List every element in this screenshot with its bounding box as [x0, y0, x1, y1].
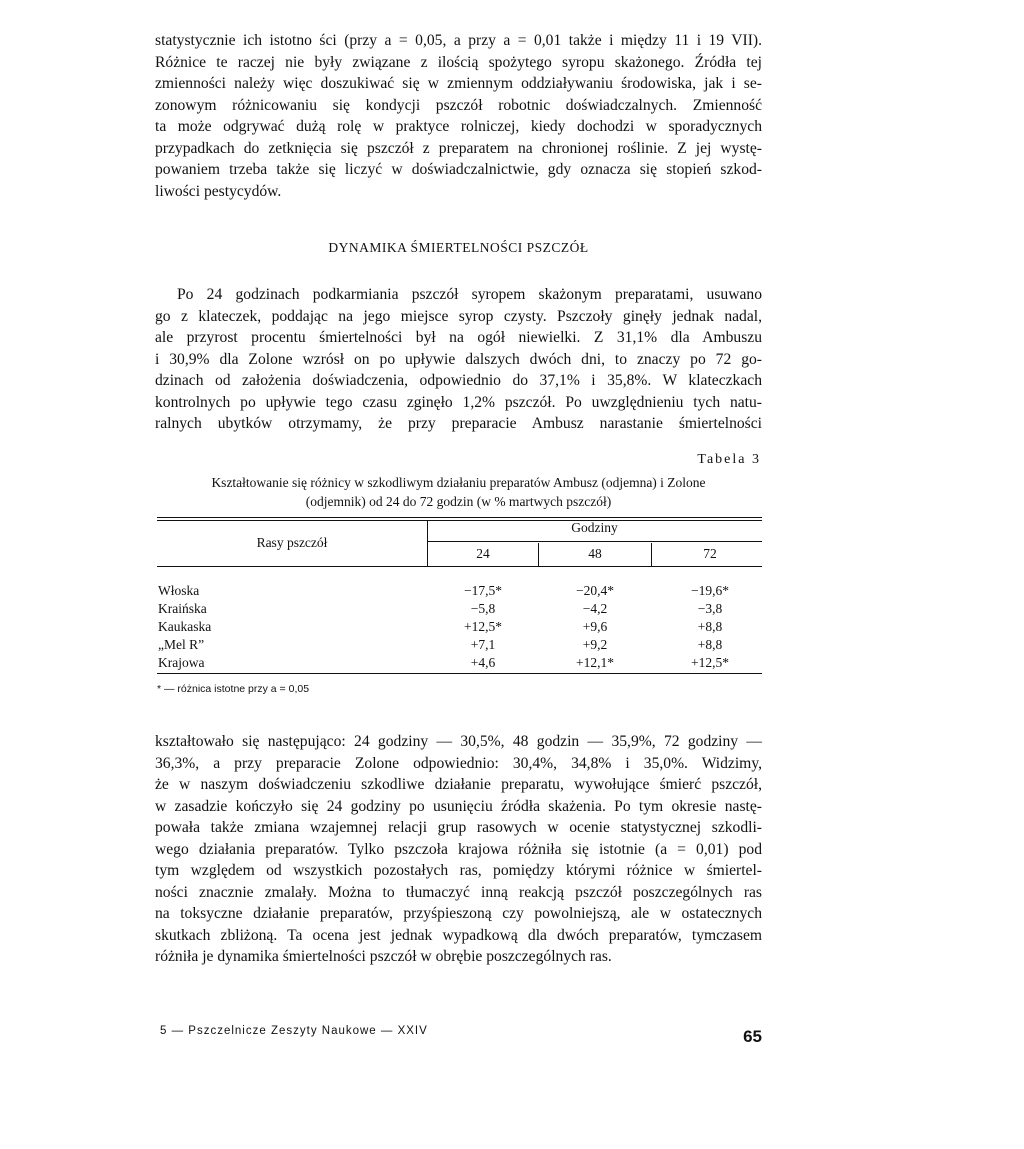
- text-line: liwości pestycydów.: [155, 182, 282, 200]
- table-cell: +7,1: [470, 637, 496, 652]
- table-cell: +12,5*: [691, 655, 729, 670]
- text-line: różniła je dynamika śmiertelności pszczół w obrębie poszczególnych ras.: [155, 948, 612, 965]
- text-line: dzinach od założenia doświadczenia, odpowiednio do 37,1% i 35,8%. W klateczkach: [155, 372, 762, 389]
- section-heading: DYNAMIKA ŚMIERTELNOŚCI PSZCZÓŁ: [328, 240, 589, 255]
- table-cell: −5,8: [470, 601, 496, 616]
- table-top-rule: [157, 517, 762, 518]
- text-line: w zasadzie kończyło się 24 godziny po usunięciu źródła skażenia. Po tym okresie nastę-: [155, 797, 762, 815]
- text-line: Różnice te raczej nie były związane z ilością spożytego syropu skażonego. Źródła tej: [155, 53, 762, 71]
- page-number: 65: [743, 1027, 762, 1046]
- table-cell: +4,6: [470, 655, 496, 670]
- text-line: ności znacznie zmalały. Można to tłumaczyć inną reakcją pszczół poszczególnych ras: [155, 883, 762, 901]
- table-cell: +8,8: [697, 619, 723, 634]
- table-cell: +9,2: [582, 637, 608, 652]
- table-cell: +12,5*: [464, 619, 502, 634]
- text-line: 36,3%, a przy preparacie Zolone odpowiednio: 30,4%, 34,8% i 35,0%. Widzimy,: [155, 754, 762, 772]
- text-line: powała także zmiana wzajemnej relacji grup rasowych w ocenie statystycznej szkodli-: [155, 819, 762, 836]
- text-line: ale przyrost procentu śmiertelności był na ogół niewielki. Z 31,1% dla Ambuszu: [155, 329, 762, 346]
- table-cell: −17,5*: [464, 583, 502, 598]
- row-label: Krajowa: [158, 655, 205, 670]
- text-line: zmienności należy więc doszukiwać się w zmiennym oddziaływaniu środowiska, jak i se-: [155, 75, 762, 92]
- table-col-header-24: 24: [476, 546, 490, 561]
- row-label: „Mel R”: [158, 637, 205, 652]
- paragraph-statistics: [155, 30, 762, 202]
- table-number: Tabela 3: [697, 452, 761, 467]
- table-header-breeds: Rasy pszczół: [256, 535, 328, 550]
- row-label: Kaukaska: [158, 619, 212, 634]
- row-label: Włoska: [158, 583, 200, 598]
- text-line: tym względem od wszystkich pozostałych ras, pomiędzy którymi różnice w śmiertel-: [155, 862, 762, 879]
- row-label: Kraińska: [158, 601, 207, 616]
- table-header-hours: Godziny: [571, 520, 618, 535]
- table-cell: +8,8: [697, 637, 723, 652]
- paragraph-mortality-dynamics: [155, 284, 762, 435]
- text-line: wego działania preparatów. Tylko pszczoła krajowa różniła się istotnie (a = 0,01) pod: [155, 840, 762, 858]
- table-cell: +12,1*: [576, 655, 614, 670]
- text-line: kontrolnych po upływie tego czasu zginęło 1,2% pszczół. Po uwzględnieniu tych natu-: [155, 393, 762, 411]
- table-bottom-rule: [157, 673, 762, 674]
- text-line: skutkach zbliżoną. Ta ocena jest jednak wypadkową dla dwóch preparatów, tymczasem: [155, 926, 762, 944]
- caption-line: Kształtowanie się różnicy w szkodliwym działaniu preparatów Ambusz (odjemna) i Zolone: [211, 475, 706, 490]
- text-line: kształtowało się następująco: 24 godziny — 30,5%, 48 godzin — 35,9%, 72 godziny —: [155, 733, 762, 750]
- table-cell: −3,8: [697, 601, 723, 616]
- table-footnote: * — różnica istotne przy a = 0,05: [157, 683, 310, 695]
- text-line: ralnych ubytków otrzymamy, że przy preparacie Ambusz narastanie śmiertelności: [155, 415, 762, 432]
- text-line: przypadkach do zetknięcia się pszczół z preparatem na chronionej roślinie. Z jej wystę-: [155, 139, 762, 157]
- table-col-header-72: 72: [703, 546, 717, 561]
- caption-line: (odjemnik) od 24 do 72 godzin (w % martwych pszczół): [305, 494, 612, 509]
- text-line: Po 24 godzinach podkarmiania pszczół syropem skażonym preparatami, usuwano: [177, 286, 762, 303]
- table-cell: −20,4*: [576, 583, 614, 598]
- text-line: zonowym różnicowaniu się kondycji pszczół robotnic doświadczalnych. Zmienność: [155, 96, 762, 114]
- text-line: na toksyczne działanie preparatów, przyśpieszoną czy powolniejszą, ale w ostatecznych: [155, 905, 762, 922]
- table-vertical-rule: [538, 543, 539, 566]
- journal-footer: 5 — Pszczelnicze Zeszyty Naukowe — XXIV: [160, 1025, 428, 1037]
- table-cell: −19,6*: [691, 583, 729, 598]
- text-line: że w naszym doświadczeniu szkodliwe działanie preparatu, wywołujące śmierć pszczół,: [155, 776, 762, 793]
- text-line: i 30,9% dla Zolone wzrósł on po upływie dalszych dwóch dni, to znaczy po 72 go-: [155, 350, 762, 368]
- table-caption: [155, 473, 762, 511]
- text-line: ta może odgrywać dużą rolę w praktyce rolniczej, kiedy dochodzi w sporadycznych: [155, 118, 762, 135]
- table-header-rule: [157, 566, 762, 567]
- table-vertical-rule: [651, 543, 652, 566]
- table-col-header-48: 48: [588, 546, 602, 561]
- paragraph-conclusions: [155, 731, 762, 968]
- text-line: statystycznie ich istotno ści (przy a = 0,05, a przy a = 0,01 także i między 11 i 19 VII).: [155, 32, 762, 49]
- table-cell: −4,2: [582, 601, 608, 616]
- table-cell: +9,6: [582, 619, 608, 634]
- text-line: powaniem trzeba także się liczyć w doświadczalnictwie, gdy oznacza się stopień szkod-: [155, 161, 762, 178]
- table-group-rule: [427, 541, 762, 542]
- text-line: go z klateczek, poddając na jego miejsce syrop czysty. Pszczoły ginęły jednak nadal,: [155, 307, 762, 325]
